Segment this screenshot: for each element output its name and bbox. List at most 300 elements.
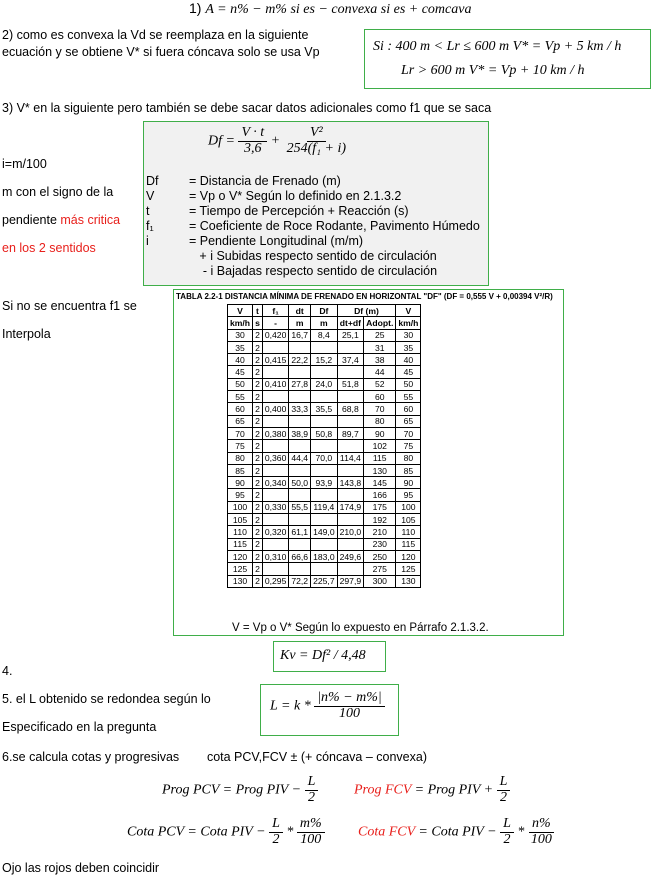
- table-cell: 110: [228, 526, 253, 538]
- table-cell: [337, 538, 364, 550]
- table-cell: 38,9: [289, 427, 311, 439]
- table-cell: 249,6: [337, 550, 364, 562]
- frac-den: 100: [300, 831, 322, 847]
- step3-side1: i=m/100: [2, 157, 47, 171]
- table-cell: 0,410: [262, 378, 289, 390]
- table-cell: 2: [253, 526, 263, 538]
- table-cell: 44,4: [289, 452, 311, 464]
- table-cell: 65: [228, 415, 253, 427]
- braking-formula: [208, 126, 349, 156]
- table-cell: 300: [364, 575, 396, 587]
- table-cell: 120: [228, 550, 253, 562]
- table-cell: 2: [253, 378, 263, 390]
- frac-num: L: [305, 775, 319, 791]
- table-cell: 0,340: [262, 477, 289, 489]
- definition-value: = Pendiente Longitudinal (m/m): [189, 234, 364, 248]
- table-cell: 37,4: [337, 354, 364, 366]
- table-cell: [289, 341, 311, 353]
- table-cell: 115: [228, 538, 253, 550]
- table-cell: 90: [228, 477, 253, 489]
- table-cell: 2: [253, 464, 263, 476]
- length-formula-box: [260, 684, 399, 736]
- step4-label: 4.: [2, 664, 13, 678]
- length-lhs: L = k *: [270, 698, 311, 714]
- table-row: [228, 378, 421, 390]
- table-cell: 0,380: [262, 427, 289, 439]
- table-cell: [262, 440, 289, 452]
- table-cell: 149,0: [311, 526, 338, 538]
- definition-value: = Vp o V* Según lo definido en 2.1.3.2: [189, 189, 402, 203]
- table-cell: 89,7: [337, 427, 364, 439]
- table-cell: 90: [396, 477, 421, 489]
- table-cell: 70: [364, 403, 396, 415]
- formula-frac2-den: 254(f₁ + i): [286, 140, 347, 156]
- length-num: |n% − m%|: [314, 691, 385, 707]
- table-cell: 45: [228, 366, 253, 378]
- table-row: [228, 329, 421, 341]
- formula-definitions: [146, 174, 484, 279]
- heading: [189, 0, 471, 18]
- step2-line1: 2) como es convexa la Vd se reemplaza en la siguiente: [2, 28, 309, 42]
- table-cell: 61,1: [289, 526, 311, 538]
- step6-line: 6.se calcula cotas y progresivas cota PCV,FCV ± (+ cóncava – convexa): [2, 750, 427, 764]
- table-cell: 25: [364, 329, 396, 341]
- definition-value: = Distancia de Frenado (m): [189, 174, 341, 188]
- table-cell: 250: [364, 550, 396, 562]
- table-cell: [337, 489, 364, 501]
- definition-key: [146, 249, 189, 264]
- times-sign: *: [517, 824, 525, 840]
- table-cell: 8,4: [311, 329, 338, 341]
- table-cell: [337, 391, 364, 403]
- table-row: [228, 514, 421, 526]
- table-cell: 120: [396, 550, 421, 562]
- th: Df (m): [337, 305, 396, 317]
- table-cell: 60: [228, 403, 253, 415]
- table-cell: [311, 514, 338, 526]
- interp-line2: Interpola: [2, 327, 51, 341]
- table-cell: 70: [228, 427, 253, 439]
- step5-line1: 5. el L obtenido se redondea según lo: [2, 692, 211, 706]
- table-cell: 100: [396, 501, 421, 513]
- table-cell: 25,1: [337, 329, 364, 341]
- table-cell: [262, 464, 289, 476]
- table-cell: 16,7: [289, 329, 311, 341]
- frac-m-100: [297, 817, 325, 847]
- table-cell: 192: [364, 514, 396, 526]
- table-cell: 85: [228, 464, 253, 476]
- table-cell: 55,5: [289, 501, 311, 513]
- table-cell: 27,8: [289, 378, 311, 390]
- table-cell: 297,9: [337, 575, 364, 587]
- table-cell: [337, 341, 364, 353]
- frac-num: n%: [529, 817, 554, 833]
- table-cell: 0,295: [262, 575, 289, 587]
- definition-key: t: [146, 204, 150, 218]
- table-cell: 52: [364, 378, 396, 390]
- table-cell: 24,0: [311, 378, 338, 390]
- table-cell: [337, 464, 364, 476]
- step5-line2: Especificado en la pregunta: [2, 720, 157, 734]
- table-header-row: [228, 317, 421, 329]
- table-cell: 45: [396, 366, 421, 378]
- table-cell: [289, 489, 311, 501]
- table-row: [228, 538, 421, 550]
- formula-frac1-den: 3,6: [244, 140, 262, 156]
- th: s: [253, 317, 263, 329]
- table-cell: 130: [396, 575, 421, 587]
- cota-fcv-red: Cota FCV: [358, 824, 415, 840]
- cota-fcv-formula: [358, 817, 555, 847]
- formula-frac1-num: V · t: [238, 126, 267, 142]
- table-cell: 2: [253, 550, 263, 562]
- table-row: [228, 366, 421, 378]
- length-frac: [314, 691, 385, 721]
- th: m: [311, 317, 338, 329]
- frac-den: 2: [272, 831, 280, 847]
- interp-line1: Si no se encuentra f1 se: [2, 299, 137, 313]
- times-sign: *: [286, 824, 294, 840]
- formula-plus: +: [270, 133, 281, 149]
- speed-rule-box: [364, 29, 651, 89]
- frac-num: m%: [297, 817, 325, 833]
- frac-den: 2: [503, 831, 511, 847]
- frac-den: 100: [530, 831, 552, 847]
- table-cell: [311, 440, 338, 452]
- table-row: [228, 354, 421, 366]
- table-cell: 130: [228, 575, 253, 587]
- definition-key: Df: [146, 174, 159, 188]
- table-cell: 2: [253, 538, 263, 550]
- table-cell: 60: [364, 391, 396, 403]
- table-cell: [289, 391, 311, 403]
- table-cell: 31: [364, 341, 396, 353]
- table-row: [228, 464, 421, 476]
- table-cell: 210: [364, 526, 396, 538]
- definition-row: [146, 204, 484, 219]
- table-row: [228, 526, 421, 538]
- table-cell: 2: [253, 403, 263, 415]
- table-cell: 0,400: [262, 403, 289, 415]
- table-cell: [289, 464, 311, 476]
- cota-pcv-text: Cota PCV = Cota PIV −: [127, 824, 266, 840]
- table-cell: 174,9: [337, 501, 364, 513]
- table-cell: 15,2: [311, 354, 338, 366]
- table-cell: 183,0: [311, 550, 338, 562]
- table-cell: 50: [396, 378, 421, 390]
- definition-row: [146, 219, 484, 234]
- table-cell: 40: [228, 354, 253, 366]
- table-cell: [337, 415, 364, 427]
- table-cell: 175: [364, 501, 396, 513]
- table-row: [228, 403, 421, 415]
- table-row: [228, 501, 421, 513]
- heading-formula: A = n% − m% si es − convexa si es + comcava: [205, 2, 472, 17]
- table-cell: 2: [253, 452, 263, 464]
- table-cell: [262, 391, 289, 403]
- formula-frac2-num: V²: [307, 126, 326, 142]
- definition-key: V: [146, 189, 155, 203]
- th: f₁: [262, 305, 289, 317]
- table-cell: 105: [396, 514, 421, 526]
- prog-pcv-formula: [162, 775, 318, 805]
- table-cell: [337, 563, 364, 575]
- th: -: [262, 317, 289, 329]
- th: Adopt.: [364, 317, 396, 329]
- table-cell: [311, 366, 338, 378]
- table-cell: 90: [364, 427, 396, 439]
- table-cell: 0,360: [262, 452, 289, 464]
- note: Ojo las rojos deben coincidir: [2, 861, 160, 875]
- definition-row: [146, 249, 484, 264]
- table-cell: 30: [396, 329, 421, 341]
- table-cell: 166: [364, 489, 396, 501]
- table-cell: 2: [253, 427, 263, 439]
- table-cell: 210,0: [337, 526, 364, 538]
- table-cell: [262, 538, 289, 550]
- frac-num: L: [497, 775, 511, 791]
- table-cell: 65: [396, 415, 421, 427]
- table-cell: 72,2: [289, 575, 311, 587]
- step2-line2: ecuación y se obtiene V* si fuera cóncava solo se usa Vp: [2, 45, 320, 59]
- table-cell: [311, 341, 338, 353]
- table-cell: 145: [364, 477, 396, 489]
- table-cell: 40: [396, 354, 421, 366]
- definition-value: = Coeficiente de Roce Rodante, Pavimento Húmedo: [189, 219, 480, 233]
- table-cell: 95: [396, 489, 421, 501]
- table-title: TABLA 2.2-1 DISTANCIA MÍNIMA DE FRENADO EN HORIZONTAL "DF" (DF = 0,555 V + 0,00394 V²/R): [176, 292, 553, 301]
- table-cell: 275: [364, 563, 396, 575]
- table-header-row: [228, 305, 421, 317]
- table-cell: [337, 440, 364, 452]
- definition-value: + i Subidas respecto sentido de circulación: [189, 249, 437, 263]
- frac-n-100: [528, 817, 555, 847]
- cota-pcv-formula: [127, 817, 325, 847]
- table-footnote: V = Vp o V* Según lo expuesto en Párrafo 2.1.3.2.: [232, 622, 489, 634]
- table-cell: 44: [364, 366, 396, 378]
- table-cell: 110: [396, 526, 421, 538]
- step3-line: 3) V* en la siguiente pero también se debe sacar datos adicionales como f1 que se saca: [2, 101, 492, 115]
- table-cell: 50,0: [289, 477, 311, 489]
- table-cell: 119,4: [311, 501, 338, 513]
- table-cell: 0,415: [262, 354, 289, 366]
- table-cell: 66,6: [289, 550, 311, 562]
- step3-side2: m con el signo de la: [2, 185, 114, 199]
- table-cell: 33,3: [289, 403, 311, 415]
- kv-formula-box: [273, 641, 386, 672]
- length-formula: [270, 691, 385, 721]
- prog-fcv-red: Prog FCV: [354, 782, 412, 798]
- heading-number: 1): [189, 0, 202, 16]
- table: [227, 304, 421, 588]
- th: dt+df: [337, 317, 364, 329]
- table-cell: 55: [396, 391, 421, 403]
- prog-fcv-text: = Prog PIV +: [411, 782, 494, 798]
- step3-side4: en los 2 sentidos: [2, 241, 96, 255]
- definition-value: = Tiempo de Percepción + Reacción (s): [189, 204, 409, 218]
- table-cell: [311, 538, 338, 550]
- table-row: [228, 477, 421, 489]
- table-cell: 143,8: [337, 477, 364, 489]
- table-row: [228, 550, 421, 562]
- definition-value: - i Bajadas respecto sentido de circulación: [189, 264, 438, 278]
- table-cell: [311, 415, 338, 427]
- table-cell: 75: [228, 440, 253, 452]
- table-cell: 102: [364, 440, 396, 452]
- formula-frac2: [284, 126, 349, 156]
- table-cell: [311, 489, 338, 501]
- table-cell: 2: [253, 477, 263, 489]
- cota-fcv-text: = Cota PIV −: [414, 824, 497, 840]
- braking-formula-box: [143, 121, 489, 286]
- table-cell: 105: [228, 514, 253, 526]
- table-cell: 93,9: [311, 477, 338, 489]
- table-cell: 0,320: [262, 526, 289, 538]
- table-cell: 2: [253, 489, 263, 501]
- table-cell: 2: [253, 501, 263, 513]
- speed-rule-line1: Si : 400 m < Lr ≤ 600 m V* = Vp + 5 km / h: [373, 39, 622, 54]
- table-row: [228, 575, 421, 587]
- table-cell: 2: [253, 329, 263, 341]
- formula-frac1: [238, 126, 267, 156]
- table-cell: [289, 563, 311, 575]
- table-cell: [262, 366, 289, 378]
- table-cell: 100: [228, 501, 253, 513]
- table-cell: 2: [253, 354, 263, 366]
- frac-l-2: [269, 817, 283, 847]
- frac-l-2: [305, 775, 319, 805]
- definition-row: [146, 189, 484, 204]
- frac-den: 2: [307, 789, 315, 805]
- step3-side3-red: más critica: [60, 213, 121, 227]
- table-cell: 80: [396, 452, 421, 464]
- table-cell: 80: [364, 415, 396, 427]
- table-cell: 0,420: [262, 329, 289, 341]
- step3-side3-text: pendiente: [2, 213, 61, 227]
- step3-side3: [2, 213, 120, 228]
- table-cell: [289, 366, 311, 378]
- table-cell: [289, 538, 311, 550]
- table-cell: 2: [253, 391, 263, 403]
- definition-row: [146, 174, 484, 189]
- kv-formula: Kv = Df² / 4,48: [280, 648, 366, 663]
- table-cell: 51,8: [337, 378, 364, 390]
- definition-row: [146, 264, 484, 279]
- th: dt: [289, 305, 311, 317]
- definition-key: [146, 264, 189, 279]
- th: km/h: [396, 317, 421, 329]
- table-row: [228, 341, 421, 353]
- table-cell: 0,330: [262, 501, 289, 513]
- table-cell: [262, 341, 289, 353]
- table-cell: [337, 366, 364, 378]
- table-cell: 125: [396, 563, 421, 575]
- prog-pcv-text: Prog PCV = Prog PIV −: [162, 782, 302, 798]
- definition-key: i: [146, 234, 149, 248]
- table-cell: 35: [228, 341, 253, 353]
- definition-key: f₁: [146, 219, 154, 233]
- table-cell: 2: [253, 575, 263, 587]
- table-cell: 70: [396, 427, 421, 439]
- formula-lhs: Df =: [208, 133, 235, 149]
- table-cell: 115: [364, 452, 396, 464]
- table-cell: 35: [396, 341, 421, 353]
- table-row: [228, 427, 421, 439]
- table-cell: 2: [253, 440, 263, 452]
- table-cell: 80: [228, 452, 253, 464]
- table-cell: [262, 489, 289, 501]
- table-cell: 114,4: [337, 452, 364, 464]
- frac-l-2: [500, 817, 514, 847]
- frac-den: 2: [499, 789, 507, 805]
- table-cell: 30: [228, 329, 253, 341]
- table-cell: 50: [228, 378, 253, 390]
- th: Df: [311, 305, 338, 317]
- th: V: [396, 305, 421, 317]
- table-cell: [311, 563, 338, 575]
- table-cell: 125: [228, 563, 253, 575]
- table-cell: 0,310: [262, 550, 289, 562]
- table-row: [228, 415, 421, 427]
- table-row: [228, 563, 421, 575]
- th: km/h: [228, 317, 253, 329]
- table-cell: [289, 440, 311, 452]
- table-cell: [262, 514, 289, 526]
- braking-distance-table: [176, 292, 560, 634]
- table-cell: 2: [253, 514, 263, 526]
- table-cell: 68,8: [337, 403, 364, 415]
- table-cell: [311, 391, 338, 403]
- table-row: [228, 452, 421, 464]
- table-cell: 2: [253, 563, 263, 575]
- table-row: [228, 440, 421, 452]
- table-cell: [289, 415, 311, 427]
- table-cell: 70,0: [311, 452, 338, 464]
- table-cell: [262, 563, 289, 575]
- prog-fcv-formula: [354, 775, 510, 805]
- length-den: 100: [339, 705, 360, 721]
- table-cell: 85: [396, 464, 421, 476]
- table-cell: 130: [364, 464, 396, 476]
- table-row: [228, 489, 421, 501]
- table-cell: 22,2: [289, 354, 311, 366]
- definition-row: [146, 234, 484, 249]
- table-row: [228, 391, 421, 403]
- frac-l-2: [497, 775, 511, 805]
- table-cell: [337, 514, 364, 526]
- table-cell: 95: [228, 489, 253, 501]
- table-cell: [289, 514, 311, 526]
- table-cell: 35,5: [311, 403, 338, 415]
- table-cell: 2: [253, 415, 263, 427]
- table-cell: 230: [364, 538, 396, 550]
- table-cell: 55: [228, 391, 253, 403]
- speed-rule-line2: Lr > 600 m V* = Vp + 10 km / h: [401, 63, 585, 78]
- table-cell: 2: [253, 366, 263, 378]
- th: m: [289, 317, 311, 329]
- table-cell: 75: [396, 440, 421, 452]
- table-cell: 60: [396, 403, 421, 415]
- table-cell: 50,8: [311, 427, 338, 439]
- table-cell: [311, 464, 338, 476]
- frac-num: L: [269, 817, 283, 833]
- frac-num: L: [500, 817, 514, 833]
- table-cell: 225,7: [311, 575, 338, 587]
- th: t: [253, 305, 263, 317]
- table-cell: 2: [253, 341, 263, 353]
- table-cell: 115: [396, 538, 421, 550]
- table-cell: [262, 415, 289, 427]
